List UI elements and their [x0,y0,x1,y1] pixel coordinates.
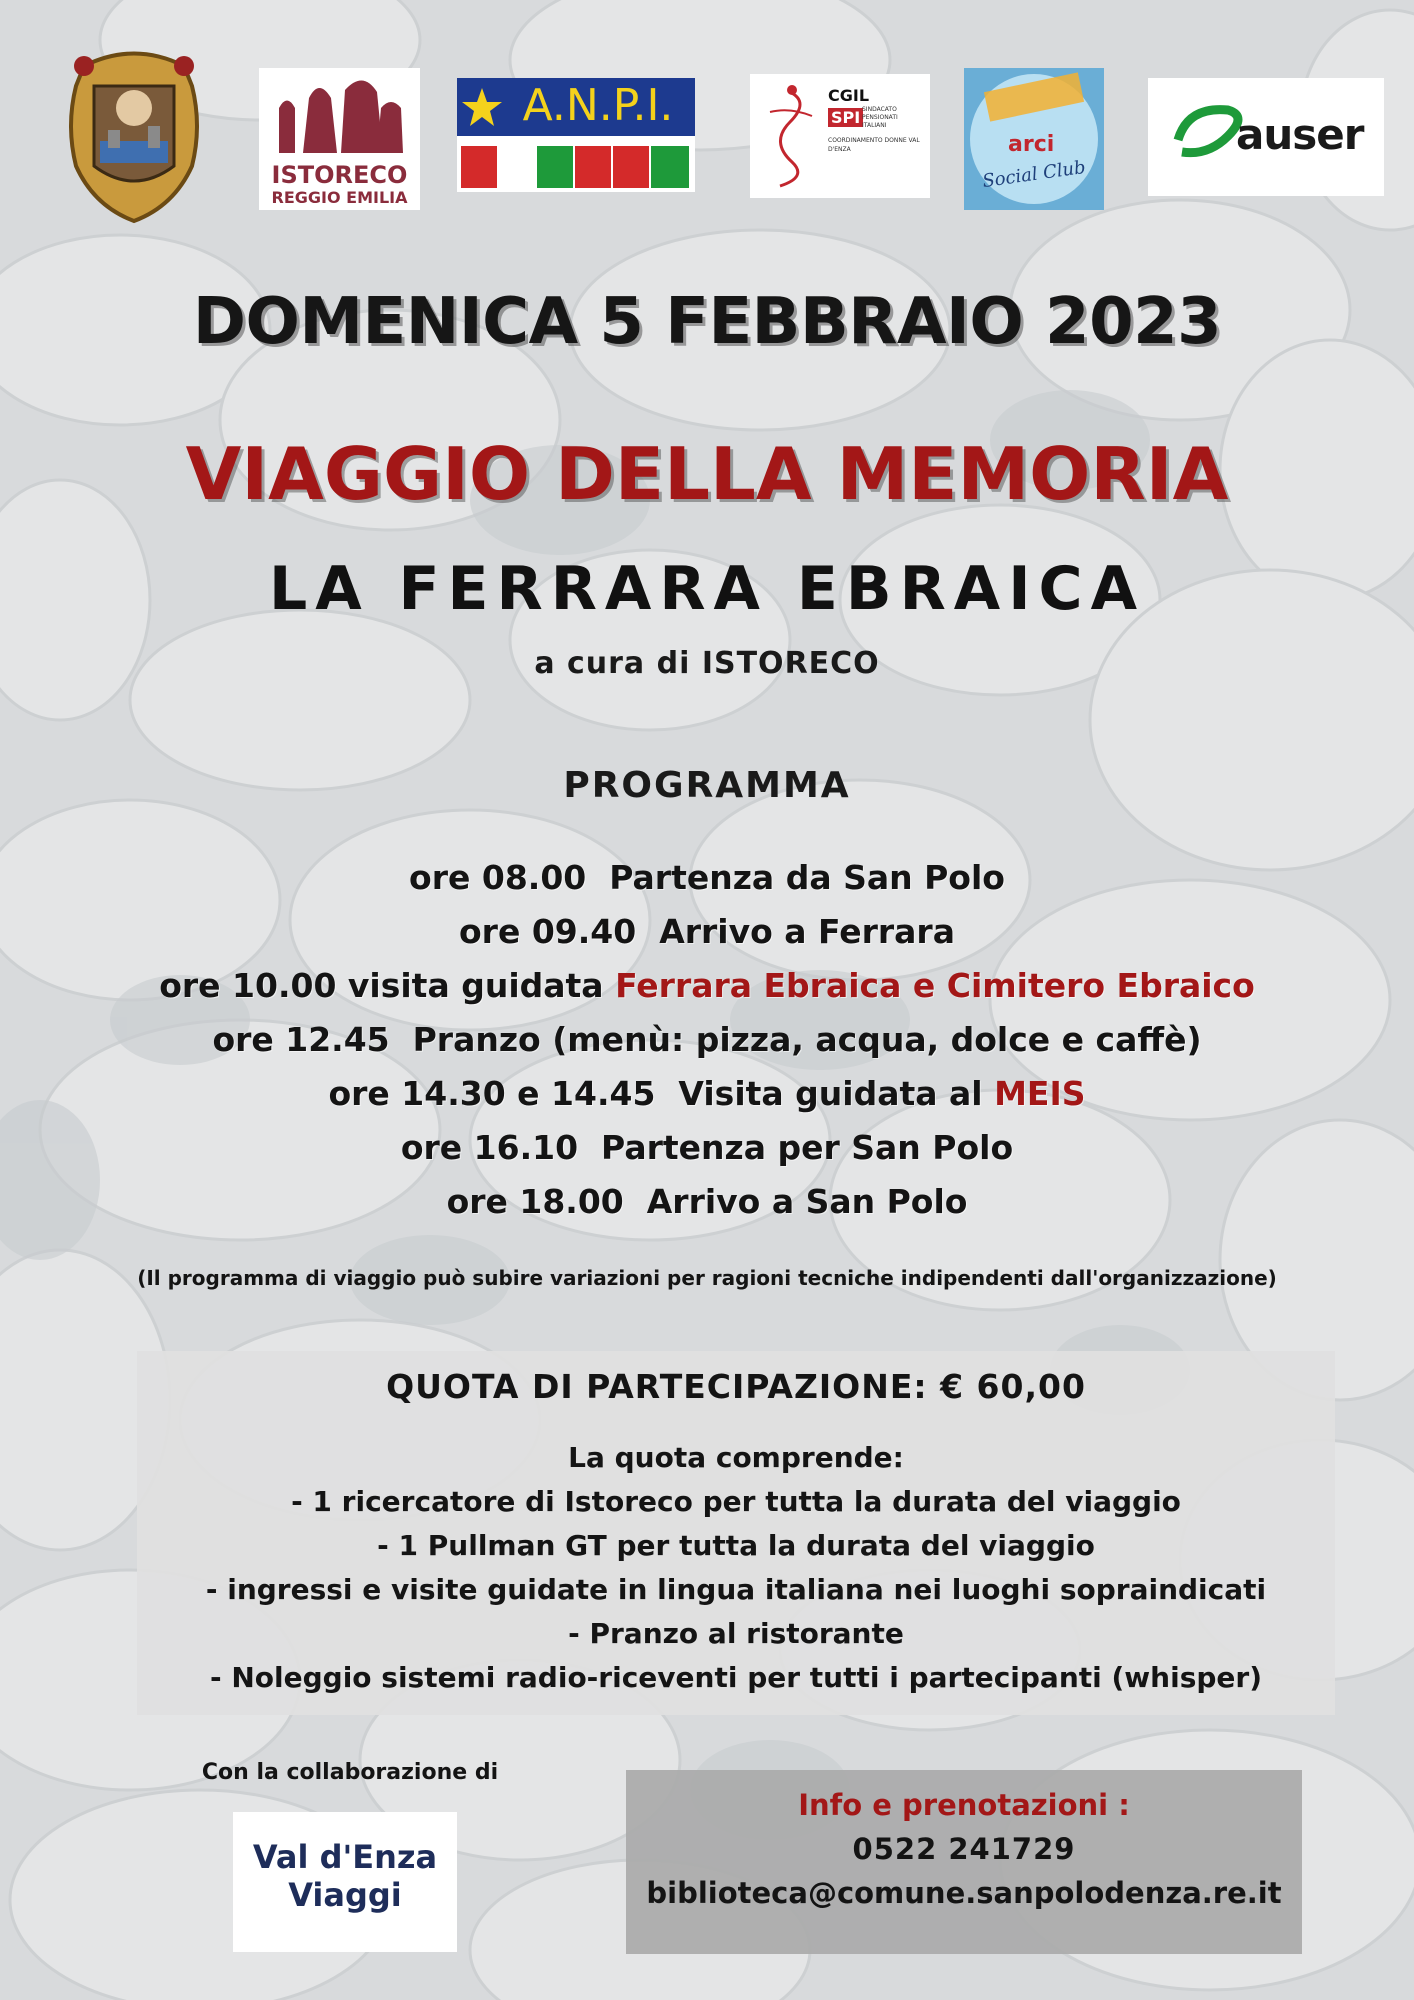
program-heading: PROGRAMMA [563,765,851,806]
info-phone[interactable]: 0522 241729 [852,1832,1076,1866]
program-text: Partenza da San Polo [609,858,1005,897]
program-line [0,966,1414,1005]
partner-name-line1: Val d'Enza [252,1838,438,1876]
program-text: visita guidata [347,966,604,1005]
arci-social-club-logo [964,68,1104,210]
dancer-icon [760,82,820,190]
istoreco-city: REGGIO EMILIA [271,188,408,207]
quota-item: - 1 ricercatore di Istoreco per tutta la durata del viaggio [291,1485,1181,1518]
cgil-name: CGIL [828,86,870,105]
program-text: Arrivo a San Polo [646,1182,968,1221]
event-subtitle: LA FERRARA EBRAICA [268,554,1146,624]
event-title: VIAGGIO DELLA MEMORIA [185,432,1229,516]
program-line [0,1074,1414,1113]
program-time: ore 08.00 [409,858,587,897]
program-time: ore 10.00 [159,966,337,1005]
program-disclaimer: (Il programma di viaggio può subire variazioni per ragioni tecniche indipendenti dall'organizzazione) [137,1266,1277,1290]
val-denza-viaggi-logo [233,1812,457,1952]
anpi-logo [457,78,695,192]
quota-item: - Noleggio sistemi radio-riceventi per tutti i partecipanti (whisper) [209,1661,1262,1694]
comune-crest-logo [64,46,204,224]
program-text: Partenza per San Polo [601,1128,1014,1167]
info-title: Info e prenotazioni : [798,1788,1130,1822]
program-line [0,1020,1414,1059]
info-panel [626,1770,1302,1954]
program-text: Visita guidata al [678,1074,983,1113]
auser-logo [1148,78,1384,196]
event-date: DOMENICA 5 FEBBRAIO 2023 [192,285,1222,359]
program-highlight: MEIS [994,1074,1086,1113]
curator-line: a cura di ISTORECO [534,646,880,681]
arci-name: arci [1008,132,1055,157]
program-line [0,1182,1414,1221]
quota-panel [137,1351,1335,1715]
quota-list [137,1436,1335,1700]
istoreco-logo [259,68,420,210]
quota-title: QUOTA DI PARTECIPAZIONE: € 60,00 [386,1367,1086,1406]
auser-name: auser [1236,110,1364,159]
program-time: ore 18.00 [446,1182,624,1221]
program-text: Arrivo a Ferrara [659,912,955,951]
quota-item: - ingressi e visite guidate in lingua italiana nei luoghi sopraindicati [205,1573,1267,1606]
cgil-coordination: COORDINAMENTO DONNE VAL D'ENZA [828,137,920,153]
quota-item: - 1 Pullman GT per tutta la durata del viaggio [377,1529,1095,1562]
program-time: ore 09.40 [459,912,637,951]
program-line [0,1128,1414,1167]
arci-club: Social Club [981,156,1087,193]
program-time: ore 12.45 [212,1020,390,1059]
program-time: ore 14.30 e 14.45 [328,1074,656,1113]
spi-name: SPI [828,108,863,127]
star-icon [461,86,503,128]
cgil-spi-logo [750,74,930,198]
partner-name-line2: Viaggi [288,1876,402,1914]
program-text: Pranzo (menù: pizza, acqua, dolce e caffè) [412,1020,1202,1059]
program-time: ore 16.10 [400,1128,579,1167]
quota-item: - Pranzo al ristorante [568,1617,904,1650]
info-email[interactable]: biblioteca@comune.sanpolodenza.re.it [646,1876,1282,1910]
program-line [0,858,1414,897]
istoreco-figures-icon [259,68,420,158]
spi-description: SINDACATO PENSIONATI ITALIANI [862,106,898,129]
program-line [0,912,1414,951]
quota-intro: La quota comprende: [568,1441,904,1474]
program-highlight: Ferrara Ebraica e Cimitero Ebraico [615,966,1255,1005]
istoreco-name: ISTORECO [271,161,408,189]
collaboration-label: Con la collaborazione di [201,1760,499,1785]
anpi-name: A.N.P.I. [522,80,674,131]
